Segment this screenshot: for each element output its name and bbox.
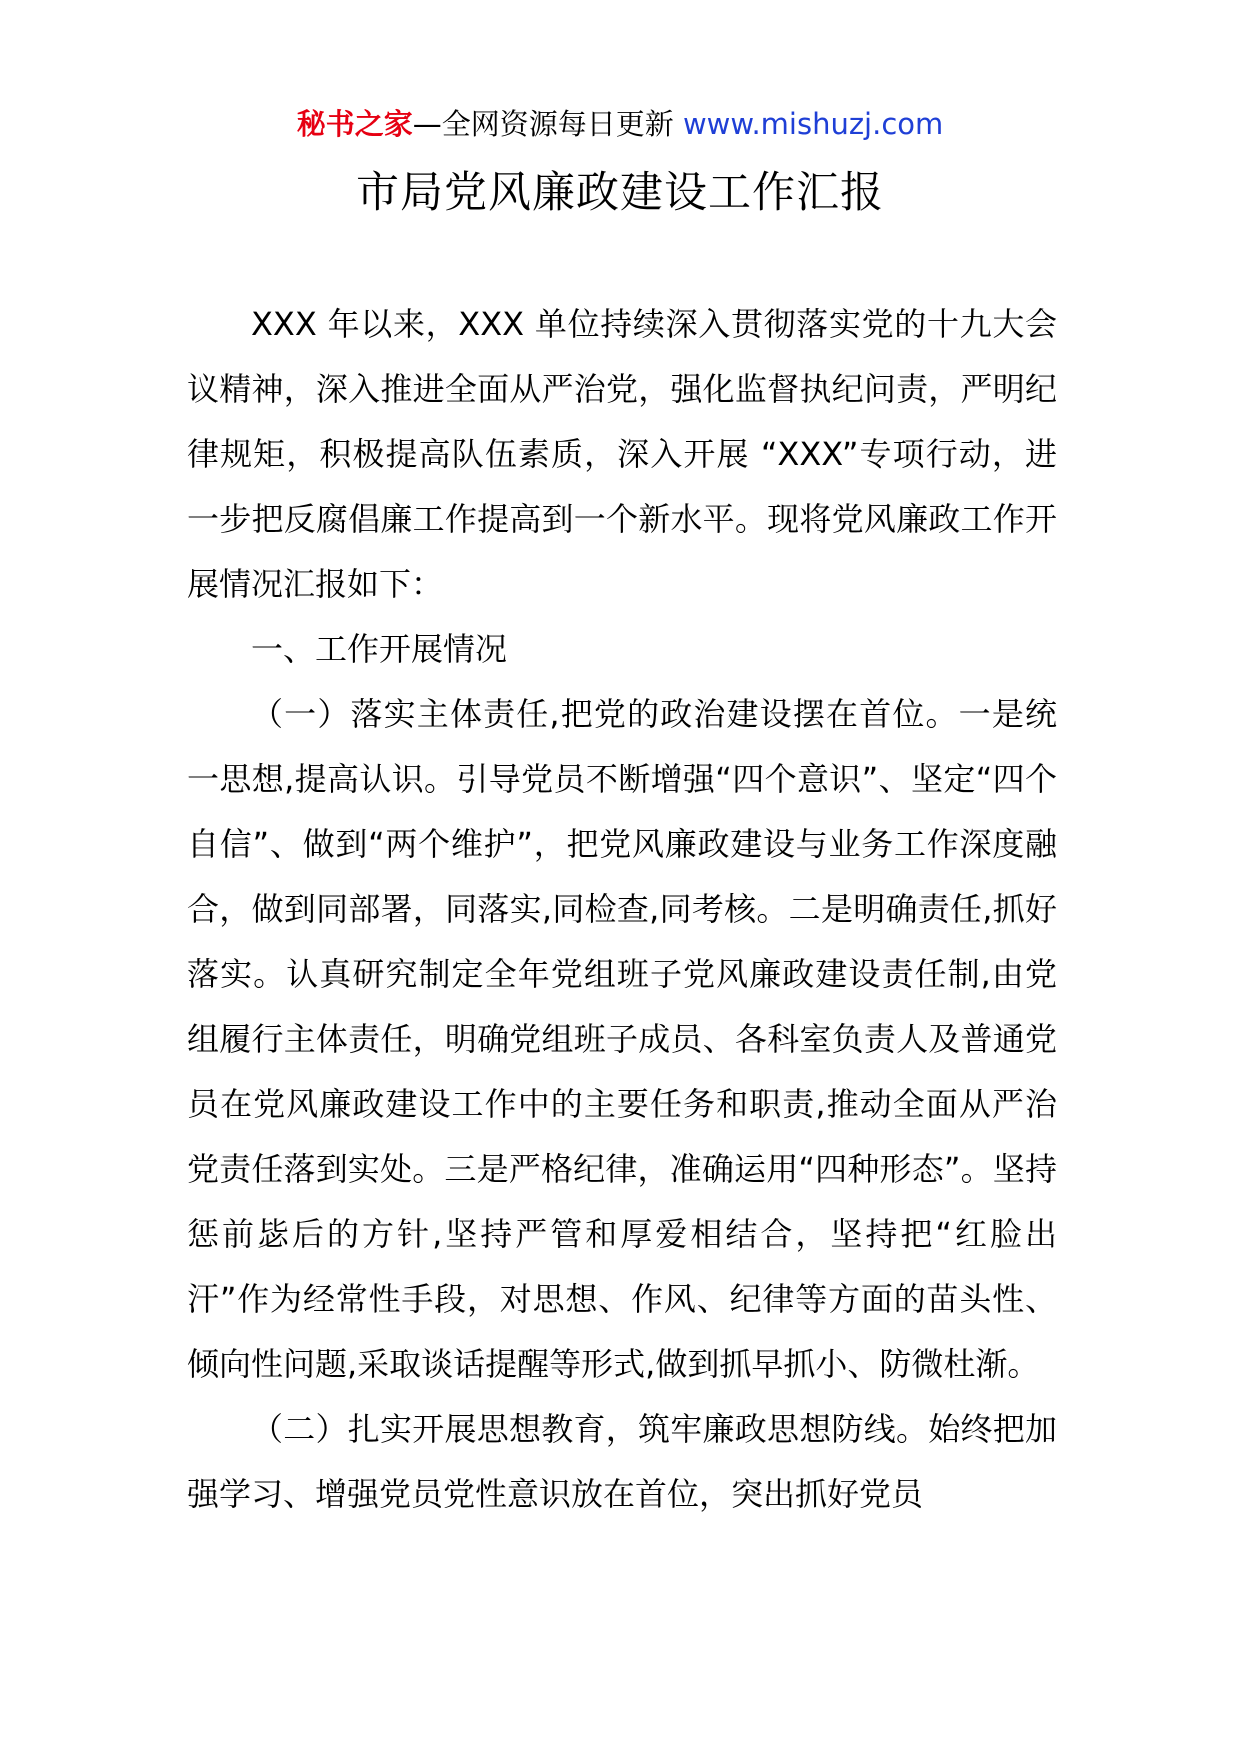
section-heading: 一、工作开展情况 (251, 630, 508, 668)
body-paragraph: （一）落实主体责任,把党的政治建设摆在首位。一是统一思想,提高认识。引导党员不断增强“四个意识”、坚定“四个自信”、做到“两个维护”，把党风廉政建设与业务工作深度融合，做到同部署，同落实,同检查,同考核。二是明确责任,抓好落实。认真研究制定全年党组班子党风廉政建设责任制,由党组履行主体责任，明确党组班子成员、各科室负责人及普通党员在党风廉政建设工作中的主要任务和职责,推动全面从严治党责任落到实处。三是严格纪律，准确运用“四种形态”。坚持惩前毖后的方针,坚持严管和厚爱相结合，坚持把“红脸出汗”作为经常性手段，对思想、作风、纪律等方面的苗头性、倾向性问题,采取谈话提醒等形式,做到抓早抓小、防微杜渐。 (187, 695, 1057, 1383)
body-paragraph: （二）扎实开展思想教育，筑牢廉政思想防线。始终把加强学习、增强党员党性意识放在首位，突出抓好党员 (187, 1410, 1057, 1513)
header-tagline: —全网资源每日更新 (412, 107, 674, 141)
intro-paragraph: XXX 年以来，XXX 单位持续深入贯彻落实党的十九大会议精神，深入推进全面从严治党，强化监督执纪问责，严明纪律规矩，积极提高队伍素质，深入开展 “XXX”专项行动，进一步把反腐倡廉工作提高到一个新水平。现将党风廉政工作开展情况汇报如下： (187, 305, 1057, 603)
brand-name: 秘书之家 (296, 107, 413, 141)
site-header (0, 102, 1240, 146)
document-body (187, 292, 1057, 1527)
site-url-link[interactable]: www.mishuzj.com (682, 107, 944, 141)
document-title: 市局党风廉政建设工作汇报 (356, 168, 884, 218)
